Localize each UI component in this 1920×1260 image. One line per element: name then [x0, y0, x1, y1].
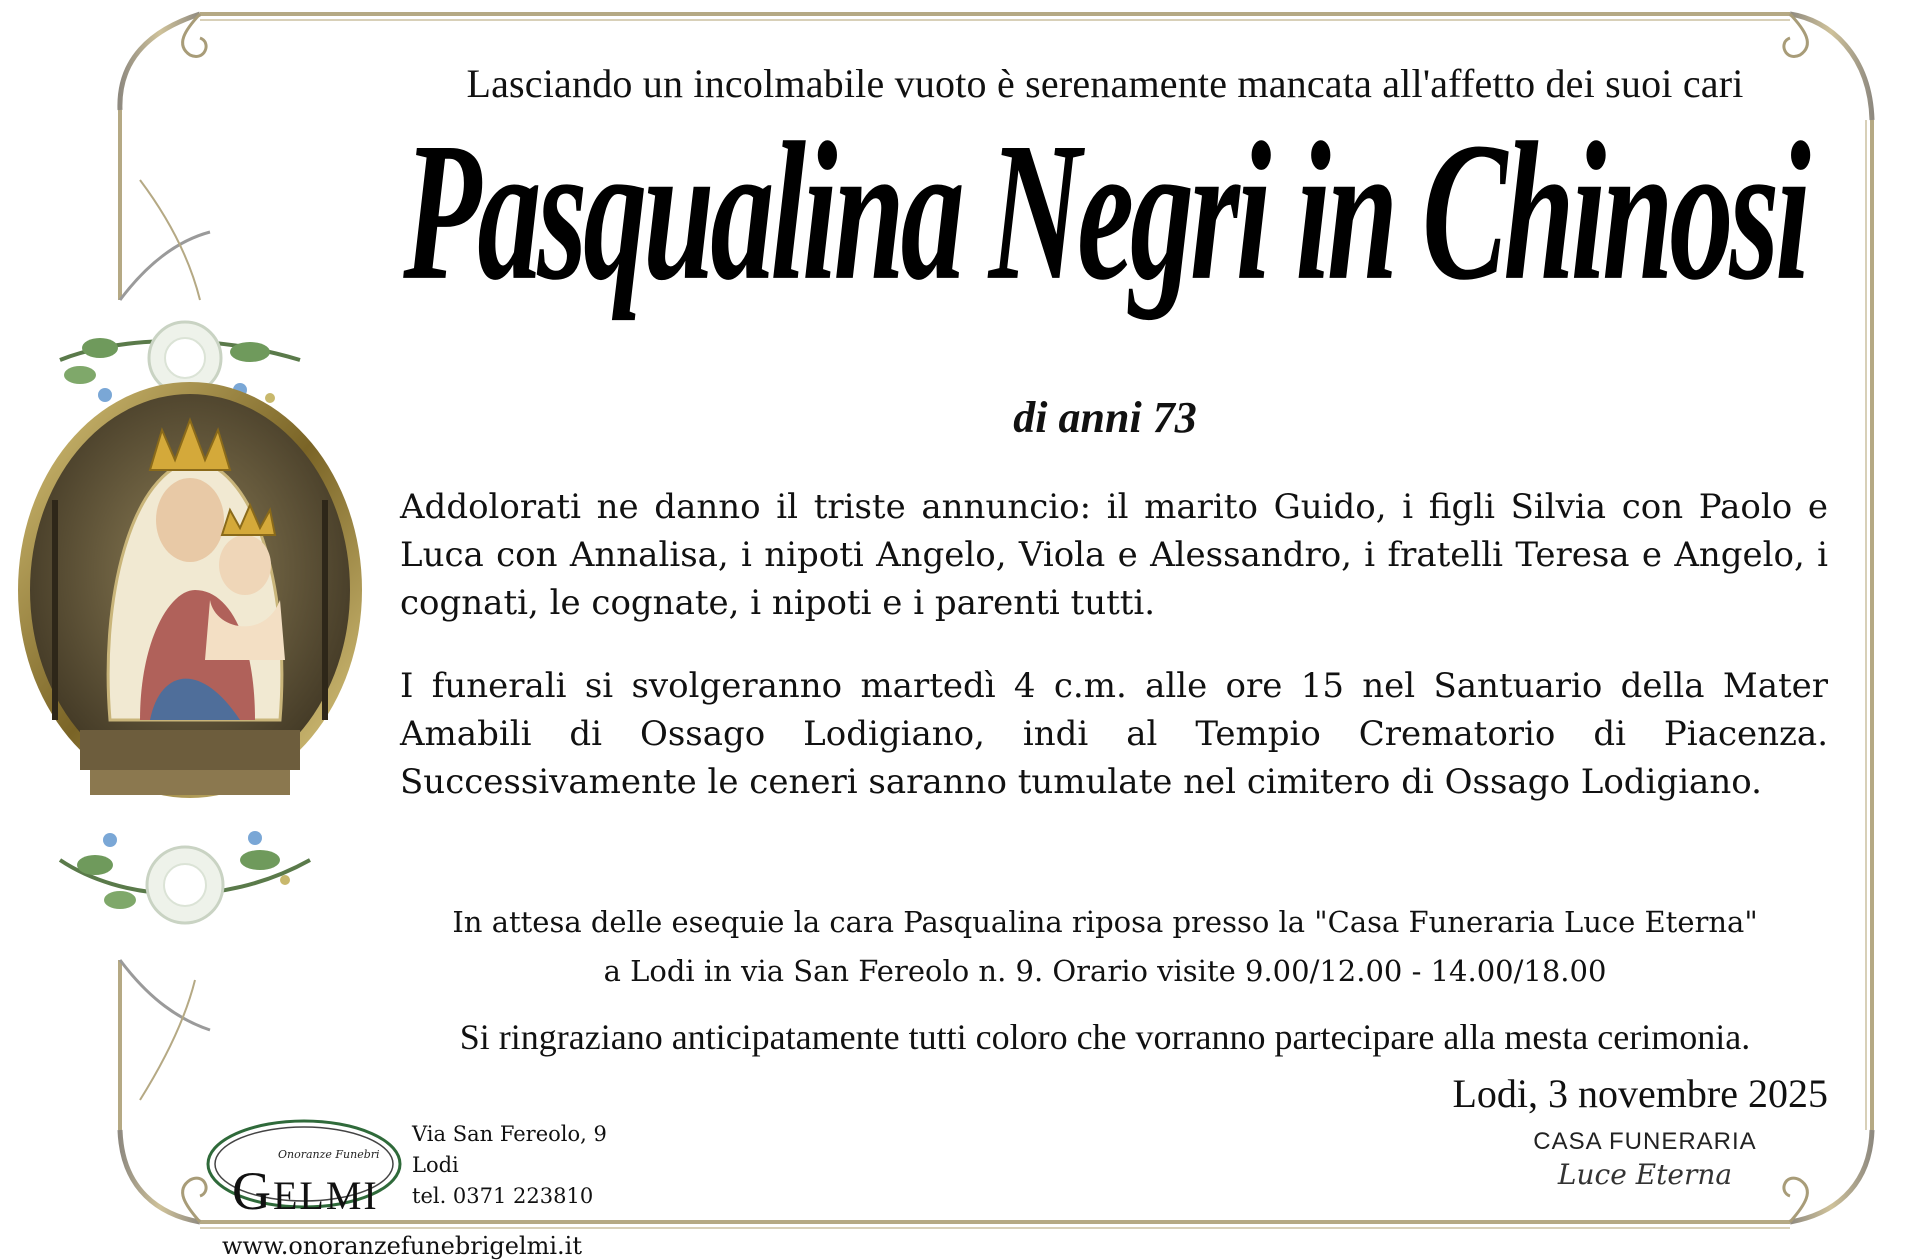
gelmi-logo-subtitle: Onoranze Funebri [278, 1148, 380, 1161]
funeral-details-paragraph: I funerali si svolgeranno martedì 4 c.m. alle ore 15 nel Santuario della Mater Amabili di Ossago Lodigiano, indi al Tempio Crematorio di Piacenza. Successivamente le ceneri saranno tumulate nel cimitero di Ossago Lodigiano. [400, 666, 1828, 802]
gelmi-address-city: Lodi [412, 1153, 459, 1177]
casa-funeraria-title: CASA FUNERARIA [1533, 1128, 1757, 1155]
thanks-text: Si ringraziano anticipatamente tutti coloro che vorranno partecipare alla mesta cerimonia. [459, 1017, 1751, 1057]
place-date: Lodi, 3 novembre 2025 [1452, 1071, 1828, 1116]
gelmi-address-street: Via San Fereolo, 9 [412, 1122, 607, 1146]
madonna-portrait-image [0, 300, 380, 940]
gelmi-logo-initial: G [232, 1161, 273, 1221]
visit-info-line-2: a Lodi in via San Fereolo n. 9. Orario visite 9.00/12.00 - 14.00/18.00 [603, 954, 1607, 988]
flower-spray-bottom [60, 831, 310, 923]
intro-text: Lasciando un incolmabile vuoto è serenamente mancata all'affetto dei suoi cari [466, 61, 1744, 106]
gelmi-logo-rest: ELMI [273, 1173, 379, 1218]
visit-info-line-1: In attesa delle esequie la cara Pasqualina riposa presso la "Casa Funeraria Luce Eterna" [452, 905, 1758, 939]
gelmi-phone: tel. 0371 223810 [412, 1184, 594, 1208]
casa-funeraria-signature: Luce Eterna [1557, 1158, 1733, 1191]
age-text: di anni 73 [1013, 393, 1197, 442]
announcement-paragraph: Addolorati ne danno il triste annuncio: il marito Guido, i figli Silvia con Paolo e Luca con Annalisa, i nipoti Angelo, Viola e Alessandro, i fratelli Teresa e Angelo, i cognati, le cognate, i nipoti e i parenti tutti. [400, 487, 1828, 623]
gelmi-website-link[interactable]: www.onoranzefunebrigelmi.it [222, 1232, 582, 1260]
deceased-name: Pasqualina Negri in Chinosi [403, 101, 1807, 322]
gelmi-logo-wordmark [232, 1160, 379, 1222]
